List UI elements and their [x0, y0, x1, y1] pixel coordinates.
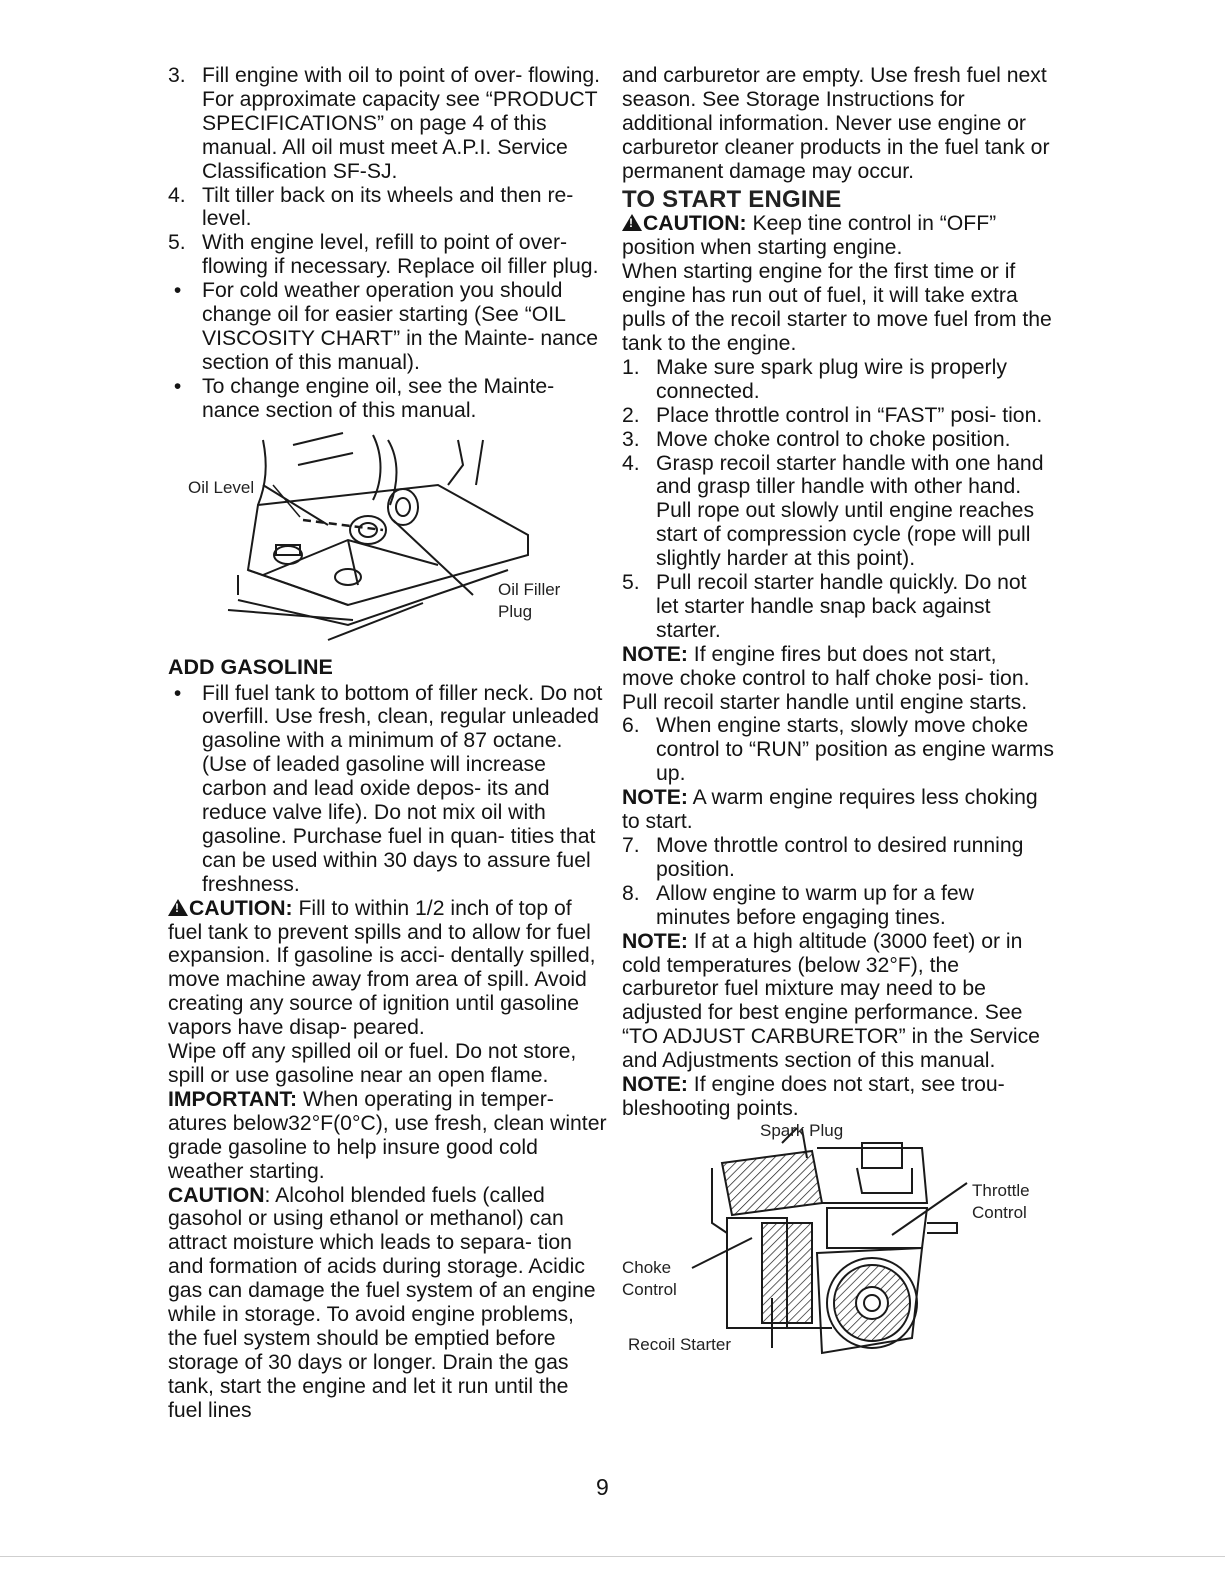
list-item: 4. Tilt tiller back on its wheels and then re-level. — [168, 183, 574, 231]
caution-alcohol-paragraph: CAUTION: Alcohol blended fuels (called gasohol or using ethanol or methanol) can attract moisture which leads to separa- tion and formation of acids during storage. Acidic gas can damage the fuel system of an engine while in storage. To avoid engine problems, the fuel system should be emptied before storage of 30 days or longer. Drain the gas tank, start the engine and let it run until the fuel lines — [168, 1183, 596, 1422]
note-paragraph: NOTE: If engine fires but does not start, move choke control to half choke posi- tion. Pull recoil starter handle until engine starts. — [622, 642, 1030, 714]
caution-paragraph: !CAUTION: Keep tine control in “OFF” position when starting engine. — [622, 212, 1054, 260]
add-gasoline-heading: ADD GASOLINE — [168, 654, 333, 679]
continued-paragraph: and carburetor are empty. Use fresh fuel next season. See Storage Instructions for additional information. Never use engine or carburetor cleaner products in the fuel tank or permanent damage may occur. — [622, 64, 1050, 183]
bullet-item: • Fill fuel tank to bottom of filler neck. Do not overfill. Use fresh, clean, regular unleaded gasoline with a minimum of 87 octane. (Use of leaded gasoline will increase carbon and lead oxide depos- its and reduce valve life). Do not mix oil with gasoline. Purchase fuel in quan- tities that can be used within 30 days to assure fuel freshness. — [168, 681, 603, 896]
warning-icon — [622, 214, 642, 231]
list-item: 5. With engine level, refill to point of over- flowing if necessary. Replace oil filler plug. — [168, 231, 599, 279]
throttle-control-label-2: Control — [972, 1202, 1027, 1222]
caution-paragraph: !CAUTION: Fill to within 1/2 inch of top of fuel tank to prevent spills and to allow for fuel expansion. If gasoline is acci- dentally spilled, move machine away from area of spill. Avoid creating any source of ignition until gasoline vapors have disap- peared. — [168, 897, 608, 1040]
bullet-item: • To change engine oil, see the Mainte- nance section of this manual. — [168, 374, 555, 422]
bottom-rule — [0, 1556, 1225, 1557]
list-item: 3. Move choke control to choke position. — [622, 427, 1011, 451]
choke-control-label-2: Control — [622, 1279, 677, 1299]
to-start-engine-heading: TO START ENGINE — [622, 185, 842, 213]
list-item: 3. Fill engine with oil to point of over- flowing. For approximate capacity see “PRODUCT SPECIFICATIONS” on page 4 of this manual. All oil must meet A.P.I. Service Classification SF-SJ. — [168, 64, 601, 183]
oil-fill-illustration — [168, 425, 608, 650]
recoil-starter-label: Recoil Starter — [628, 1334, 731, 1354]
choke-control-label: Choke — [622, 1257, 672, 1277]
oil-filler-label: Oil Filler — [498, 579, 561, 599]
list-item: 8. Allow engine to warm up for a few minutes before engaging tines. — [622, 881, 974, 929]
engine-controls-figure — [622, 1120, 1054, 1373]
wipe-paragraph: Wipe off any spilled oil or fuel. Do not store, spill or use gasoline near an open flame. — [168, 1040, 577, 1087]
bullet-item: • For cold weather operation you should change oil for easier starting (See “OIL VISCOSITY CHART” in the Mainte- nance section of this manual). — [168, 279, 599, 374]
left-column — [168, 64, 608, 1423]
first-start-paragraph: When starting engine for the first time or if engine has run out of fuel, it will take extra pulls of the recoil starter to move fuel from the tank to the engine. — [622, 260, 1052, 355]
list-item: 5. Pull recoil starter handle quickly. Do not let starter handle snap back against starter. — [622, 571, 1027, 642]
oil-filler-label-2: Plug — [498, 601, 533, 621]
note-paragraph: NOTE: If at a high altitude (3000 feet) or in cold temperatures (below 32°F), the carburetor fuel mixture may need to be adjusted for best engine performance. See “TO ADJUST CARBURETOR” in the Service and Adjustments section of this manual. — [622, 929, 1040, 1073]
list-item: 4. Grasp recoil starter handle with one hand and grasp tiller handle with other hand. Pull rope out slowly until engine reaches start of compression cycle (rope will pull slightly harder at this point). — [622, 451, 1044, 571]
list-item: 2. Place throttle control in “FAST” posi- tion. — [622, 403, 1043, 427]
list-item: 7. Move throttle control to desired running position. — [622, 834, 1024, 881]
list-item: 6. When engine starts, slowly move choke control to “RUN” position as engine warms up. — [622, 714, 1055, 786]
list-item: 1. Make sure spark plug wire is properly connected. — [622, 355, 1007, 403]
note-paragraph: NOTE: If engine does not start, see trou- bleshooting points. — [622, 1073, 1005, 1120]
oil-level-figure — [168, 425, 608, 650]
spark-plug-label: Spark Plug — [760, 1120, 844, 1140]
note-paragraph: NOTE: A warm engine requires less choking to start. — [622, 786, 1038, 834]
oil-level-label: Oil Level — [188, 477, 255, 497]
warning-icon — [168, 899, 188, 916]
throttle-control-label: Throttle — [972, 1180, 1030, 1200]
right-column — [622, 64, 1054, 1373]
important-paragraph: IMPORTANT: When operating in temper- atures below32°F(0°C), use fresh, clean winter grade gasoline to help insure good cold weather starting. — [168, 1087, 607, 1183]
page-number: 9 — [596, 1474, 609, 1500]
